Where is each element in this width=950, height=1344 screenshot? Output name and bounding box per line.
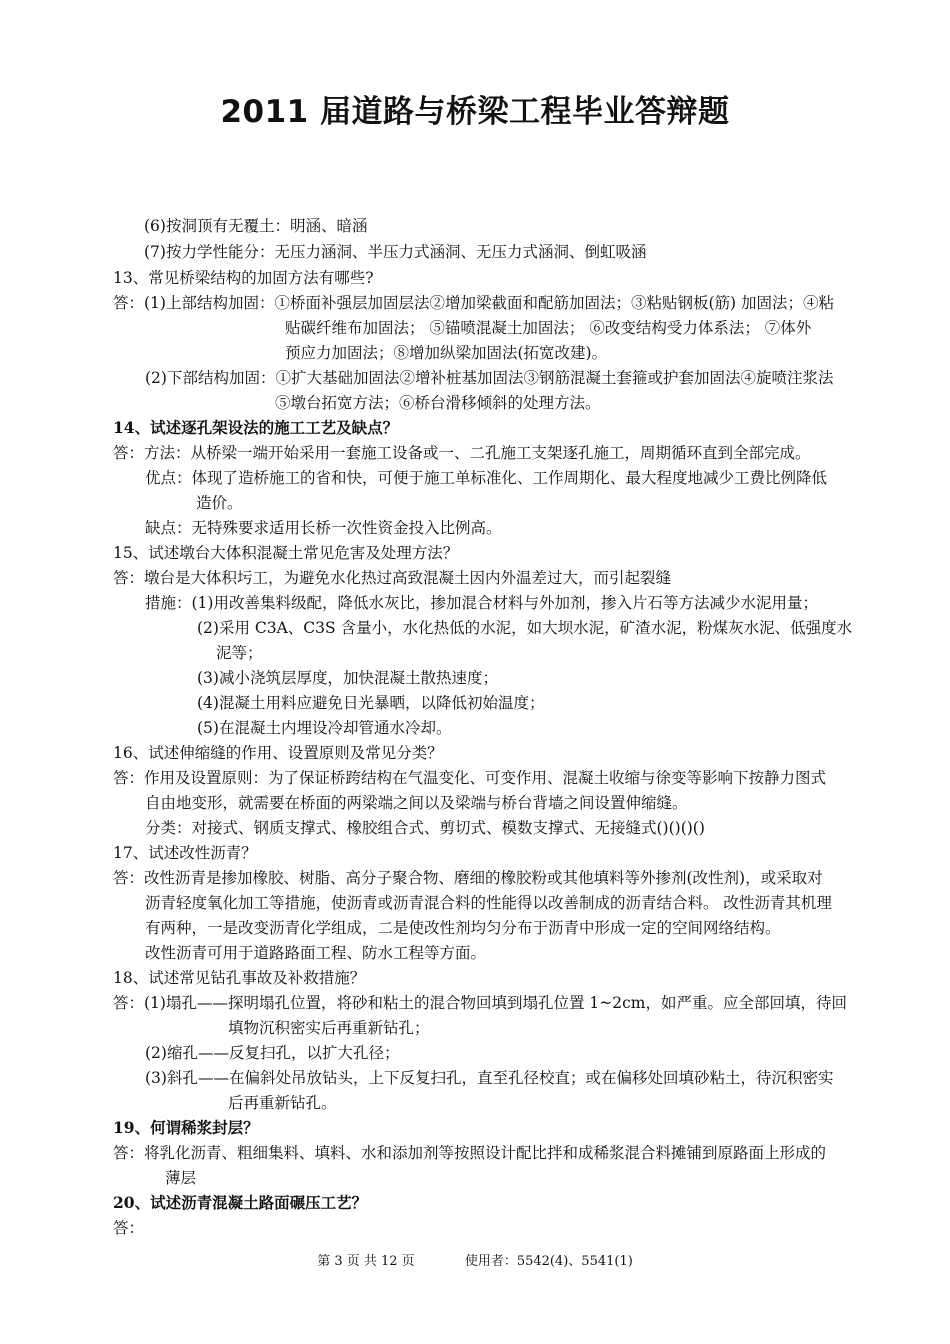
text-line: (2)下部结构加固：①扩大基础加固法②增补桩基加固法③钢筋混凝土套箍或护套加固法④旋喷注浆法	[145, 369, 834, 387]
text-line: 造价。	[196, 494, 243, 512]
question-heading: 16、试述伸缩缝的作用、设置原则及常见分类？	[113, 744, 443, 762]
answer-line: 答：方法：从桥梁一端开始采用一套施工设备或一、二孔施工支架逐孔施工，周期循环直到全部完成。	[113, 444, 811, 462]
text-line: 分类：对接式、钢质支撑式、橡胶组合式、剪切式、模数支撑式、无接缝式()()()()	[145, 819, 705, 837]
text-line: ⑤墩台拓宽方法；⑥桥台滑移倾斜的处理方法。	[275, 394, 601, 412]
document-title: 2011 届道路与桥梁工程毕业答辩题	[220, 94, 730, 130]
text-line: 填物沉积密实后再重新钻孔；	[228, 1019, 430, 1037]
answer-line: 答：(1)塌孔——探明塌孔位置，将砂和粘土的混合物回填到塌孔位置 1~2cm，如严重。应全部回填，待回	[113, 994, 847, 1012]
text-line: (2)采用 C3A、C3S 含量小，水化热低的水泥，如大坝水泥，矿渣水泥，粉煤灰水泥、低强度水	[197, 619, 853, 637]
text-line: 改性沥青可用于道路路面工程、防水工程等方面。	[145, 944, 487, 962]
question-heading: 17、试述改性沥青？	[113, 844, 257, 862]
answer-line: 答：将乳化沥青、粗细集料、填料、水和添加剂等按照设计配比拌和成稀浆混合料摊铺到原路面上形成的	[113, 1144, 827, 1162]
footer-users: 使用者：5542(4)、5541(1)	[464, 1254, 633, 1269]
text-line: (4)混凝土用料应避免日光暴晒，以降低初始温度；	[197, 694, 545, 712]
answer-line: 答：墩台是大体积圬工，为避免水化热过高致混凝土因内外温差过大，而引起裂缝	[113, 569, 672, 587]
text-line: (2)缩孔——反复扫孔，以扩大孔径；	[145, 1044, 400, 1062]
text-line: (5)在混凝土内埋设冷却管通水冷却。	[197, 719, 452, 737]
text-line: 自由地变形，就需要在桥面的两梁端之间以及梁端与桥台背墙之间设置伸缩缝。	[145, 794, 688, 812]
question-heading: 13、常见桥梁结构的加固方法有哪些?	[113, 269, 374, 287]
answer-line: 答：	[113, 1219, 145, 1237]
text-line: (6)按洞顶有无覆土：明涵、暗涵	[144, 217, 368, 235]
text-line: 薄层	[165, 1169, 197, 1187]
text-line: 优点：体现了造桥施工的省和快，可便于施工单标准化、工作周期化、最大程度地减少工费比例降低	[145, 469, 828, 487]
text-line: 贴碳纤维布加固法； ⑤锚喷混凝土加固法； ⑥改变结构受力体系法； ⑦体外	[285, 319, 812, 337]
text-line: (3)减小浇筑层厚度，加快混凝土散热速度；	[197, 669, 498, 687]
text-line: 有两种，一是改变沥青化学组成，二是使改性剂均匀分布于沥青中形成一定的空间网络结构。	[145, 919, 781, 937]
text-line: 措施：(1)用改善集料级配，降低水灰比，掺加混合材料与外加剂，掺入片石等方法减少水泥用量；	[145, 594, 818, 612]
text-line: 沥青轻度氧化加工等措施，使沥青或沥青混合料的性能得以改善制成的沥青结合料。 改性沥青其机理	[145, 894, 832, 912]
answer-line: 答：作用及设置原则：为了保证桥跨结构在气温变化、可变作用、混凝土收缩与徐变等影响下按静力图式	[113, 769, 827, 787]
page-footer	[0, 1250, 950, 1269]
text-line: 缺点：无特殊要求适用长桥一次性资金投入比例高。	[145, 519, 502, 537]
text-line: (3)斜孔——在偏斜处吊放钻头，上下反复扫孔，直至孔径校直；或在偏移处回填砂粘土，待沉积密实	[145, 1069, 834, 1087]
question-heading: 14、试述逐孔架设法的施工工艺及缺点？	[113, 418, 399, 437]
question-heading: 15、试述墩台大体积混凝土常见危害及处理方法？	[113, 544, 459, 562]
text-line: 泥等；	[216, 644, 263, 662]
answer-line: 答：(1)上部结构加固：①桥面补强层加固层法②增加梁截面和配筋加固法；③粘贴钢板(筋) 加固法；④粘	[113, 294, 834, 312]
text-line: 后再重新钻孔。	[228, 1094, 337, 1112]
page-number: 第 3 页 共 12 页	[317, 1254, 415, 1269]
question-heading: 20、试述沥青混凝土路面碾压工艺？	[113, 1193, 368, 1212]
question-heading: 19、何谓稀浆封层？	[113, 1118, 259, 1137]
question-heading: 18、试述常见钻孔事故及补救措施？	[113, 969, 366, 987]
text-line: 预应力加固法；⑧增加纵梁加固法(拓宽改建)。	[285, 344, 608, 362]
answer-line: 答：改性沥青是掺加橡胶、树脂、高分子聚合物、磨细的橡胶粉或其他填料等外掺剂(改性剂)，或采取对	[113, 869, 823, 887]
text-line: (7)按力学性能分：无压力涵洞、半压力式涵洞、无压力式涵洞、倒虹吸涵	[144, 243, 647, 261]
